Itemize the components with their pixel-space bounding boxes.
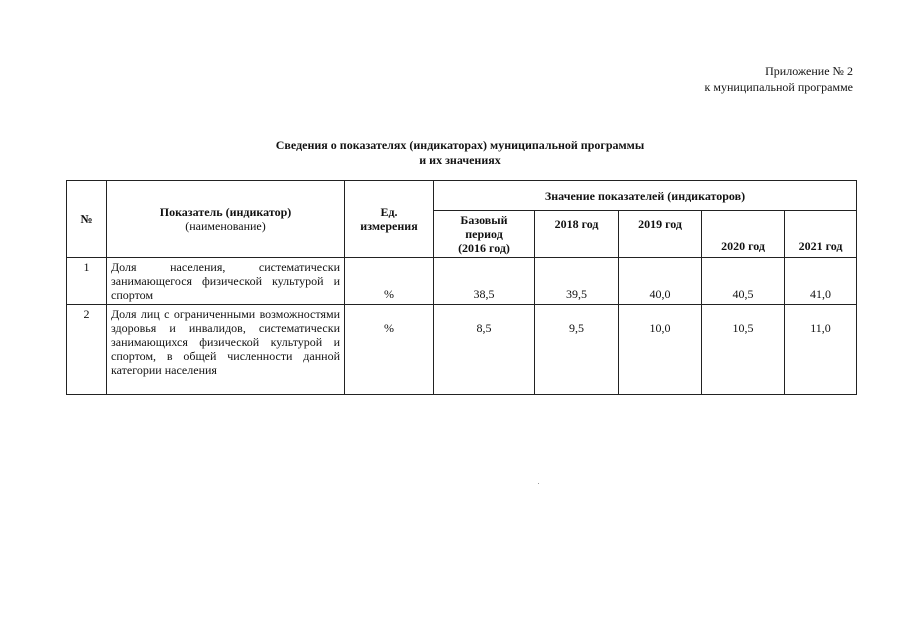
header-2019: 2019 год <box>619 211 702 258</box>
title-line-1: Сведения о показателях (индикаторах) муниципальной программы <box>275 138 645 152</box>
row-2021-value: 11,0 <box>785 305 857 395</box>
row-2021-value: 41,0 <box>785 258 857 305</box>
row-2019-value: 10,0 <box>619 305 702 395</box>
indicators-table <box>66 180 857 395</box>
title-line-2: и их значениях <box>419 153 501 167</box>
row-unit: % <box>345 258 434 305</box>
header-num: № <box>67 181 107 258</box>
header-base-line-1: Базовый <box>460 213 508 227</box>
row-indicator: Доля населения, систематически занимающегося физической культурой и спортом <box>107 258 345 305</box>
header-unit-line-2: измерения <box>360 219 418 233</box>
row-indicator: Доля лиц с ограниченными возможностями здоровья и инвалидов, систематически занимающихся физической культурой и спортом, в общей численности данной категории населения <box>107 305 345 395</box>
header-indicator <box>107 181 345 258</box>
row-2020-value: 40,5 <box>702 258 785 305</box>
row-base-value: 8,5 <box>434 305 535 395</box>
header-2020: 2020 год <box>702 211 785 258</box>
appendix-line-2: к муниципальной программе <box>704 80 853 94</box>
header-row-1 <box>67 181 857 211</box>
row-2018-value: 9,5 <box>535 305 619 395</box>
document-title <box>160 138 760 168</box>
header-2021: 2021 год <box>785 211 857 258</box>
appendix-line-1: Приложение № 2 <box>765 64 853 78</box>
header-unit-line-1: Ед. <box>380 205 398 219</box>
header-2018: 2018 год <box>535 211 619 258</box>
appendix-note <box>705 63 853 95</box>
row-2020-value: 10,5 <box>702 305 785 395</box>
row-base-value: 38,5 <box>434 258 535 305</box>
header-indicator-title: Показатель (индикатор) <box>159 205 292 219</box>
header-indicator-sub: (наименование) <box>185 219 266 233</box>
table-row <box>67 258 857 305</box>
row-unit: % <box>345 305 434 395</box>
row-2018-value: 39,5 <box>535 258 619 305</box>
header-unit <box>345 181 434 258</box>
table-row <box>67 305 857 395</box>
header-base-line-3: (2016 год) <box>458 241 510 255</box>
header-base-line-2: период <box>465 227 503 241</box>
header-base-period <box>434 211 535 258</box>
header-values-group: Значение показателей (индикаторов) <box>434 181 857 211</box>
row-num: 2 <box>67 305 107 395</box>
scan-speck <box>538 483 539 484</box>
row-num: 1 <box>67 258 107 305</box>
row-2019-value: 40,0 <box>619 258 702 305</box>
